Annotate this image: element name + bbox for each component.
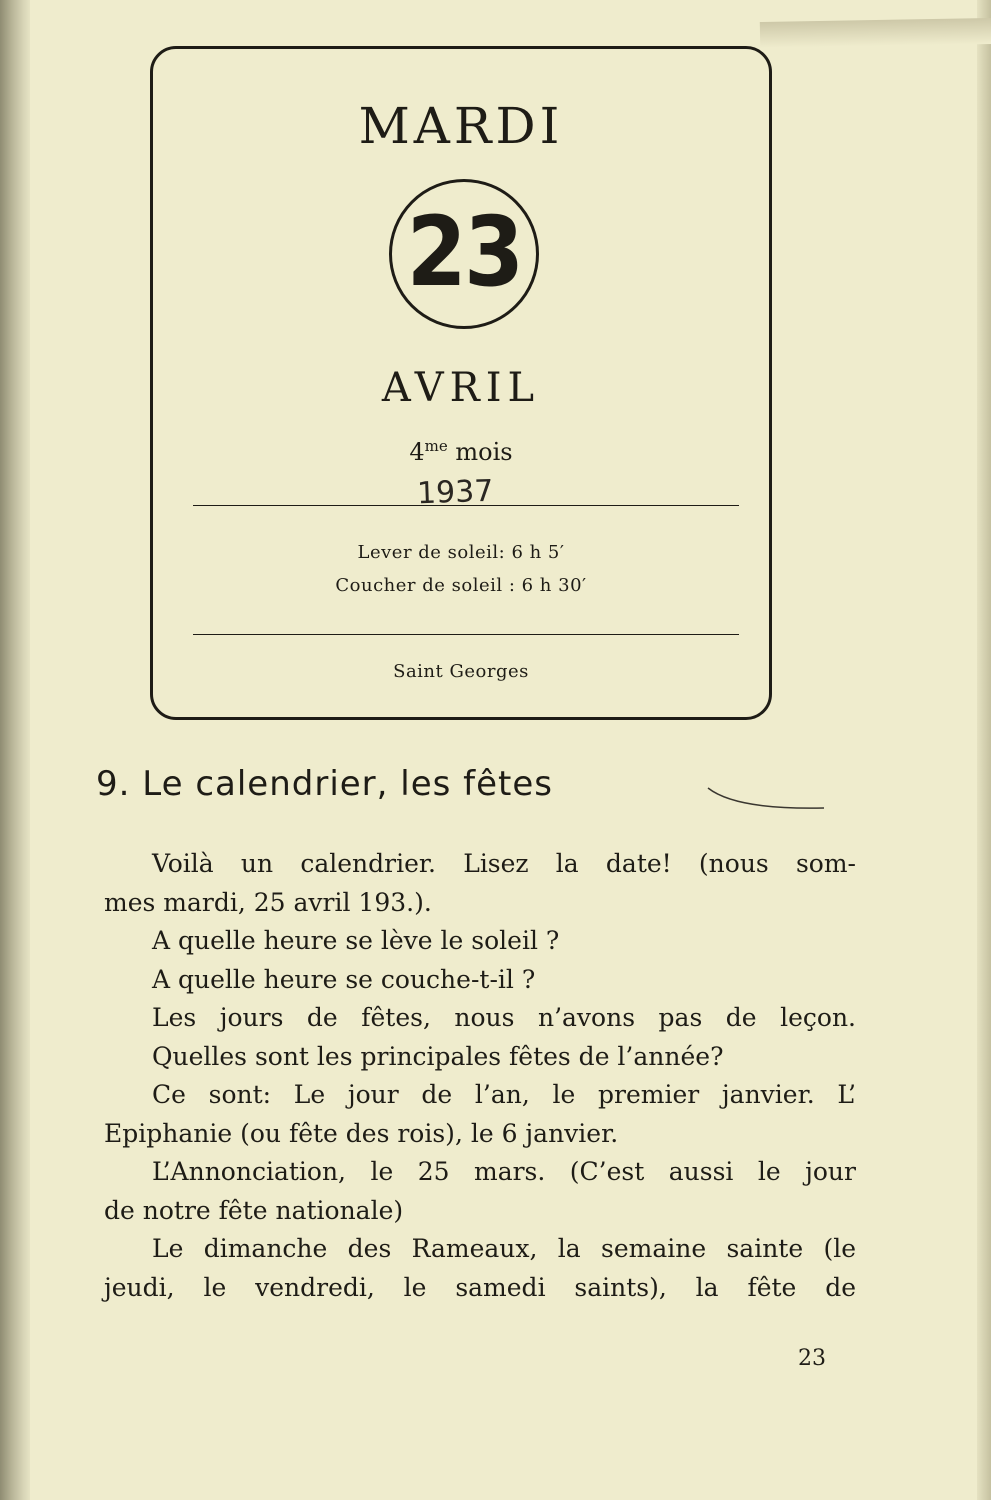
text-line: A quelle heure se lève le soleil ? <box>152 926 560 955</box>
body-paragraph <box>104 845 856 1307</box>
page-edge <box>977 0 991 1500</box>
calendar-month: AVRIL <box>381 365 541 411</box>
text-line: Voilà un calendrier. Lisez la date! (nous som- <box>152 849 856 878</box>
text-line: L’Annonciation, le 25 mars. (C’est aussi le jour <box>152 1157 856 1186</box>
month-number-suffix: me <box>424 437 448 455</box>
text-line: de notre fête nationale) <box>104 1195 404 1225</box>
text-line: Quelles sont les principales fêtes de l’année? <box>152 1041 724 1071</box>
text-line: mes mardi, 25 avril 193.). <box>104 887 432 917</box>
calendar-month-number <box>153 437 769 466</box>
sunset-time: Coucher de soleil : 6 h 30′ <box>335 575 587 596</box>
month-number-word: mois <box>455 438 513 466</box>
day-circle <box>389 179 539 329</box>
text-line: Les jours de fêtes, nous n’avons pas de leçon. <box>152 1003 856 1032</box>
page-binding <box>0 0 30 1500</box>
text-line: Epiphanie (ou fête des rois), le 6 janvier. <box>104 1118 619 1148</box>
sunrise-time: Lever de soleil: 6 h 5′ <box>357 542 565 563</box>
calendar-year-handwritten: 1937 <box>416 473 494 512</box>
pencil-mark-icon <box>706 786 826 816</box>
calendar-weekday: MARDI <box>358 97 564 155</box>
page-top-fold <box>760 18 991 48</box>
section-title: 9. Le calendrier, les fêtes <box>96 764 554 804</box>
text-line: Ce sont: Le jour de l’an, le premier janvier. L’ <box>152 1080 856 1109</box>
saint-of-day: Saint Georges <box>393 661 529 682</box>
text-line: A quelle heure se couche-t-il ? <box>152 964 536 994</box>
text-line: jeudi, le vendredi, le samedi saints), la fête de <box>104 1272 856 1302</box>
calendar-day: 23 <box>406 196 522 308</box>
calendar-card <box>150 46 772 720</box>
page-number: 23 <box>798 1346 826 1371</box>
divider <box>193 505 739 506</box>
text-line: Le dimanche des Rameaux, la semaine sainte (le <box>152 1234 856 1263</box>
divider <box>193 634 739 635</box>
month-number-prefix: 4 <box>409 438 425 466</box>
